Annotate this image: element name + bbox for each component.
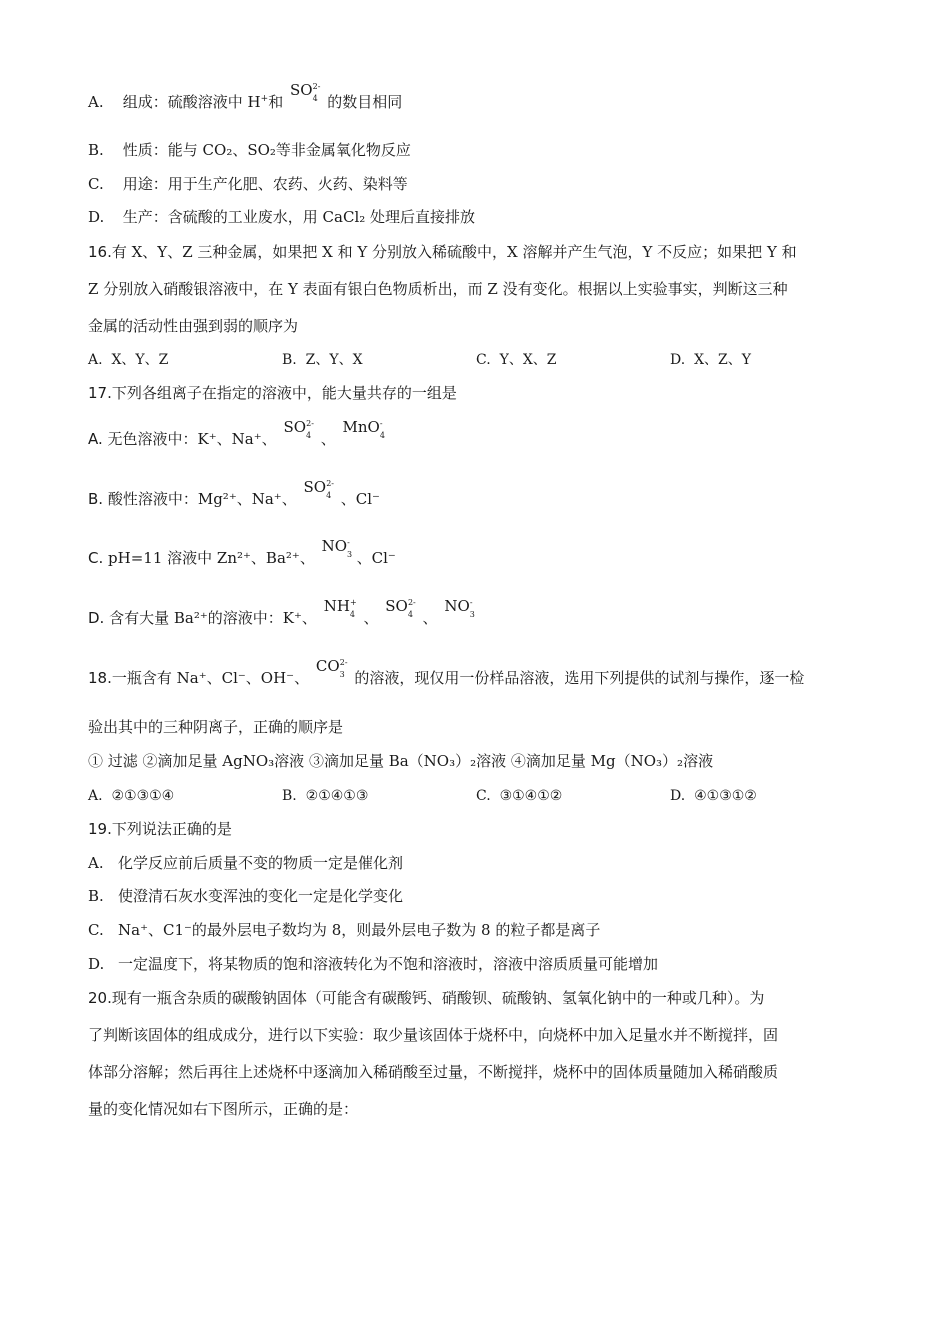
option-label: D. bbox=[88, 609, 105, 627]
q18-stem-line1 bbox=[88, 657, 862, 691]
q15-option-d bbox=[88, 207, 862, 227]
q16-stem-line1 bbox=[88, 242, 862, 262]
q17-option-a: A. 无色溶液中：K⁺、Na⁺、 $SO^{42-}$ 、 MnO$^{4-}$ bbox=[88, 429, 862, 452]
option-text: 生产：含硫酸的工业废水，用 CaCl₂ 处理后直接排放 bbox=[122, 208, 476, 226]
question-number: 20. bbox=[88, 989, 112, 1007]
q16-option-c: C. Y、X、Z bbox=[476, 352, 557, 368]
option-label: A. bbox=[88, 93, 104, 111]
option-text: 的数目相同 bbox=[327, 93, 403, 111]
q16-stem-line2: Z 分别放入硝酸银溶液中，在 Y 表面有银白色物质析出，而 Z 没有变化。根据以上实验事实，判断这三种 bbox=[88, 280, 788, 298]
sulfate-ion: $SO^{42-}$ bbox=[289, 81, 321, 103]
q16-option-a: A. X、Y、Z bbox=[88, 352, 169, 368]
nitrate-ion: $NO^{3-}$ bbox=[444, 597, 475, 619]
q20-stem-line1 bbox=[88, 988, 862, 1008]
option-label: B. bbox=[88, 490, 104, 508]
q16-option-b: B. Z、Y、X bbox=[282, 352, 363, 368]
sulfate-ion: $SO^{42-}$ bbox=[385, 597, 416, 619]
q18-option-c: C. ③①④①② bbox=[476, 788, 563, 804]
question-text: 有 X、Y、Z 三种金属，如果把 X 和 Y 分别放入稀硫酸中，X 溶解并产生气泡，Y 不反应；如果把 Y 和 bbox=[111, 243, 797, 261]
q19-option-c: C. Na⁺、C1⁻的最外层电子数均为 8，则最外层电子数为 8 的粒子都是离子 bbox=[88, 921, 601, 939]
option-text: 性质：能与 CO₂、SO₂等非金属氧化物反应 bbox=[122, 141, 411, 159]
question-number: 18. bbox=[88, 669, 112, 687]
option-text: 组成：硫酸溶液中 H bbox=[122, 93, 261, 111]
q17-stem bbox=[88, 383, 862, 403]
question-number: 19. bbox=[88, 820, 112, 838]
q19-option-a: A. 化学反应前后质量不变的物质一定是催化剂 bbox=[88, 854, 404, 872]
q18-option-b: B. ②①④①③ bbox=[282, 788, 369, 804]
option-text: 和 bbox=[268, 93, 284, 111]
option-text: 用途：用于生产化肥、农药、火药、染料等 bbox=[122, 175, 408, 193]
q18-option-d: D. ④①③①② bbox=[670, 788, 757, 804]
option-text: pH=11 溶液中 Zn²⁺、Ba²⁺、 bbox=[108, 549, 315, 567]
q20-stem-line3: 体部分溶解；然后再往上述烧杯中逐滴加入稀硝酸至过量，不断搅拌，烧杯中的固体质量随加入稀硝酸质 bbox=[88, 1063, 779, 1081]
option-label: C. bbox=[88, 175, 104, 193]
nitrate-ion: $NO^{3-}$ bbox=[321, 537, 353, 559]
q20-stem-line2: 了判断该固体的组成成分，进行以下实验：取少量该固体于烧杯中，向烧杯中加入足量水并不断搅拌，固 bbox=[88, 1026, 779, 1044]
option-text: 含有大量 Ba²⁺的溶液中：K⁺、 bbox=[109, 609, 317, 627]
question-text: 下列说法正确的是 bbox=[111, 820, 232, 838]
permanganate-ion: MnO$^{4-}$ bbox=[342, 418, 385, 440]
q16-option-d: D. X、Z、Y bbox=[670, 352, 752, 368]
q15-option-b bbox=[88, 140, 862, 160]
q19-option-d: D. 一定温度下，将某物质的饱和溶液转化为不饱和溶液时，溶液中溶质质量可能增加 bbox=[88, 955, 659, 973]
question-text: 一瓶含有 Na⁺、Cl⁻、OH⁻、 bbox=[111, 669, 310, 687]
option-text: 酸性溶液中：Mg²⁺、Na⁺、 bbox=[107, 490, 297, 508]
carbonate-ion: $CO^{32-}$ bbox=[315, 657, 348, 679]
ammonium-ion: $NH^{4+}$ bbox=[323, 597, 357, 619]
question-text: 下列各组离子在指定的溶液中，能大量共存的一组是 bbox=[111, 384, 457, 402]
q19-stem bbox=[88, 819, 862, 839]
question-text: 现有一瓶含杂质的碳酸钠固体（可能含有碳酸钙、硝酸钡、硫酸钠、氢氧化钠中的一种或几种）。为 bbox=[111, 989, 765, 1007]
sulfate-ion: $SO^{42-}$ bbox=[283, 418, 314, 440]
q20-stem-line4: 量的变化情况如右下图所示，正确的是： bbox=[88, 1100, 359, 1118]
q18-reagents: ① 过滤 ②滴加足量 AgNO₃溶液 ③滴加足量 Ba（NO₃）₂溶液 ④滴加足量 Mg（NO₃）₂溶液 bbox=[88, 752, 714, 770]
question-number: 16. bbox=[88, 243, 112, 261]
q16-stem-line3: 金属的活动性由强到弱的顺序为 bbox=[88, 317, 299, 335]
option-label: B. bbox=[88, 141, 104, 159]
option-label: D. bbox=[88, 208, 105, 226]
q15-option-a bbox=[88, 81, 862, 115]
q18-option-a: A. ②①③①④ bbox=[88, 788, 175, 804]
q17-option-c: C. pH=11 溶液中 Zn²⁺、Ba²⁺、 $NO^{3-}$ 、Cl⁻ bbox=[88, 548, 862, 571]
superscript: + bbox=[260, 94, 269, 104]
q18-stem-line2: 验出其中的三种阴离子，正确的顺序是 bbox=[88, 718, 344, 736]
question-number: 17. bbox=[88, 384, 112, 402]
option-label: C. bbox=[88, 549, 104, 567]
q15-option-c bbox=[88, 174, 862, 194]
question-text: 的溶液，现仅用一份样品溶液，选用下列提供的试剂与操作，逐一检 bbox=[354, 669, 805, 687]
option-text: 无色溶液中：K⁺、Na⁺、 bbox=[107, 430, 277, 448]
sulfate-ion: $SO^{42-}$ bbox=[303, 478, 334, 500]
option-label: A. bbox=[88, 430, 103, 448]
q17-option-b: B. 酸性溶液中：Mg²⁺、Na⁺、 $SO^{42-}$ 、Cl⁻ bbox=[88, 489, 862, 512]
q17-option-d: D. 含有大量 Ba²⁺的溶液中：K⁺、 $NH^{4+}$ 、 $SO^{42-}$ 、 $NO^{3-}$ bbox=[88, 608, 862, 631]
q19-option-b: B. 使澄清石灰水变浑浊的变化一定是化学变化 bbox=[88, 887, 404, 905]
